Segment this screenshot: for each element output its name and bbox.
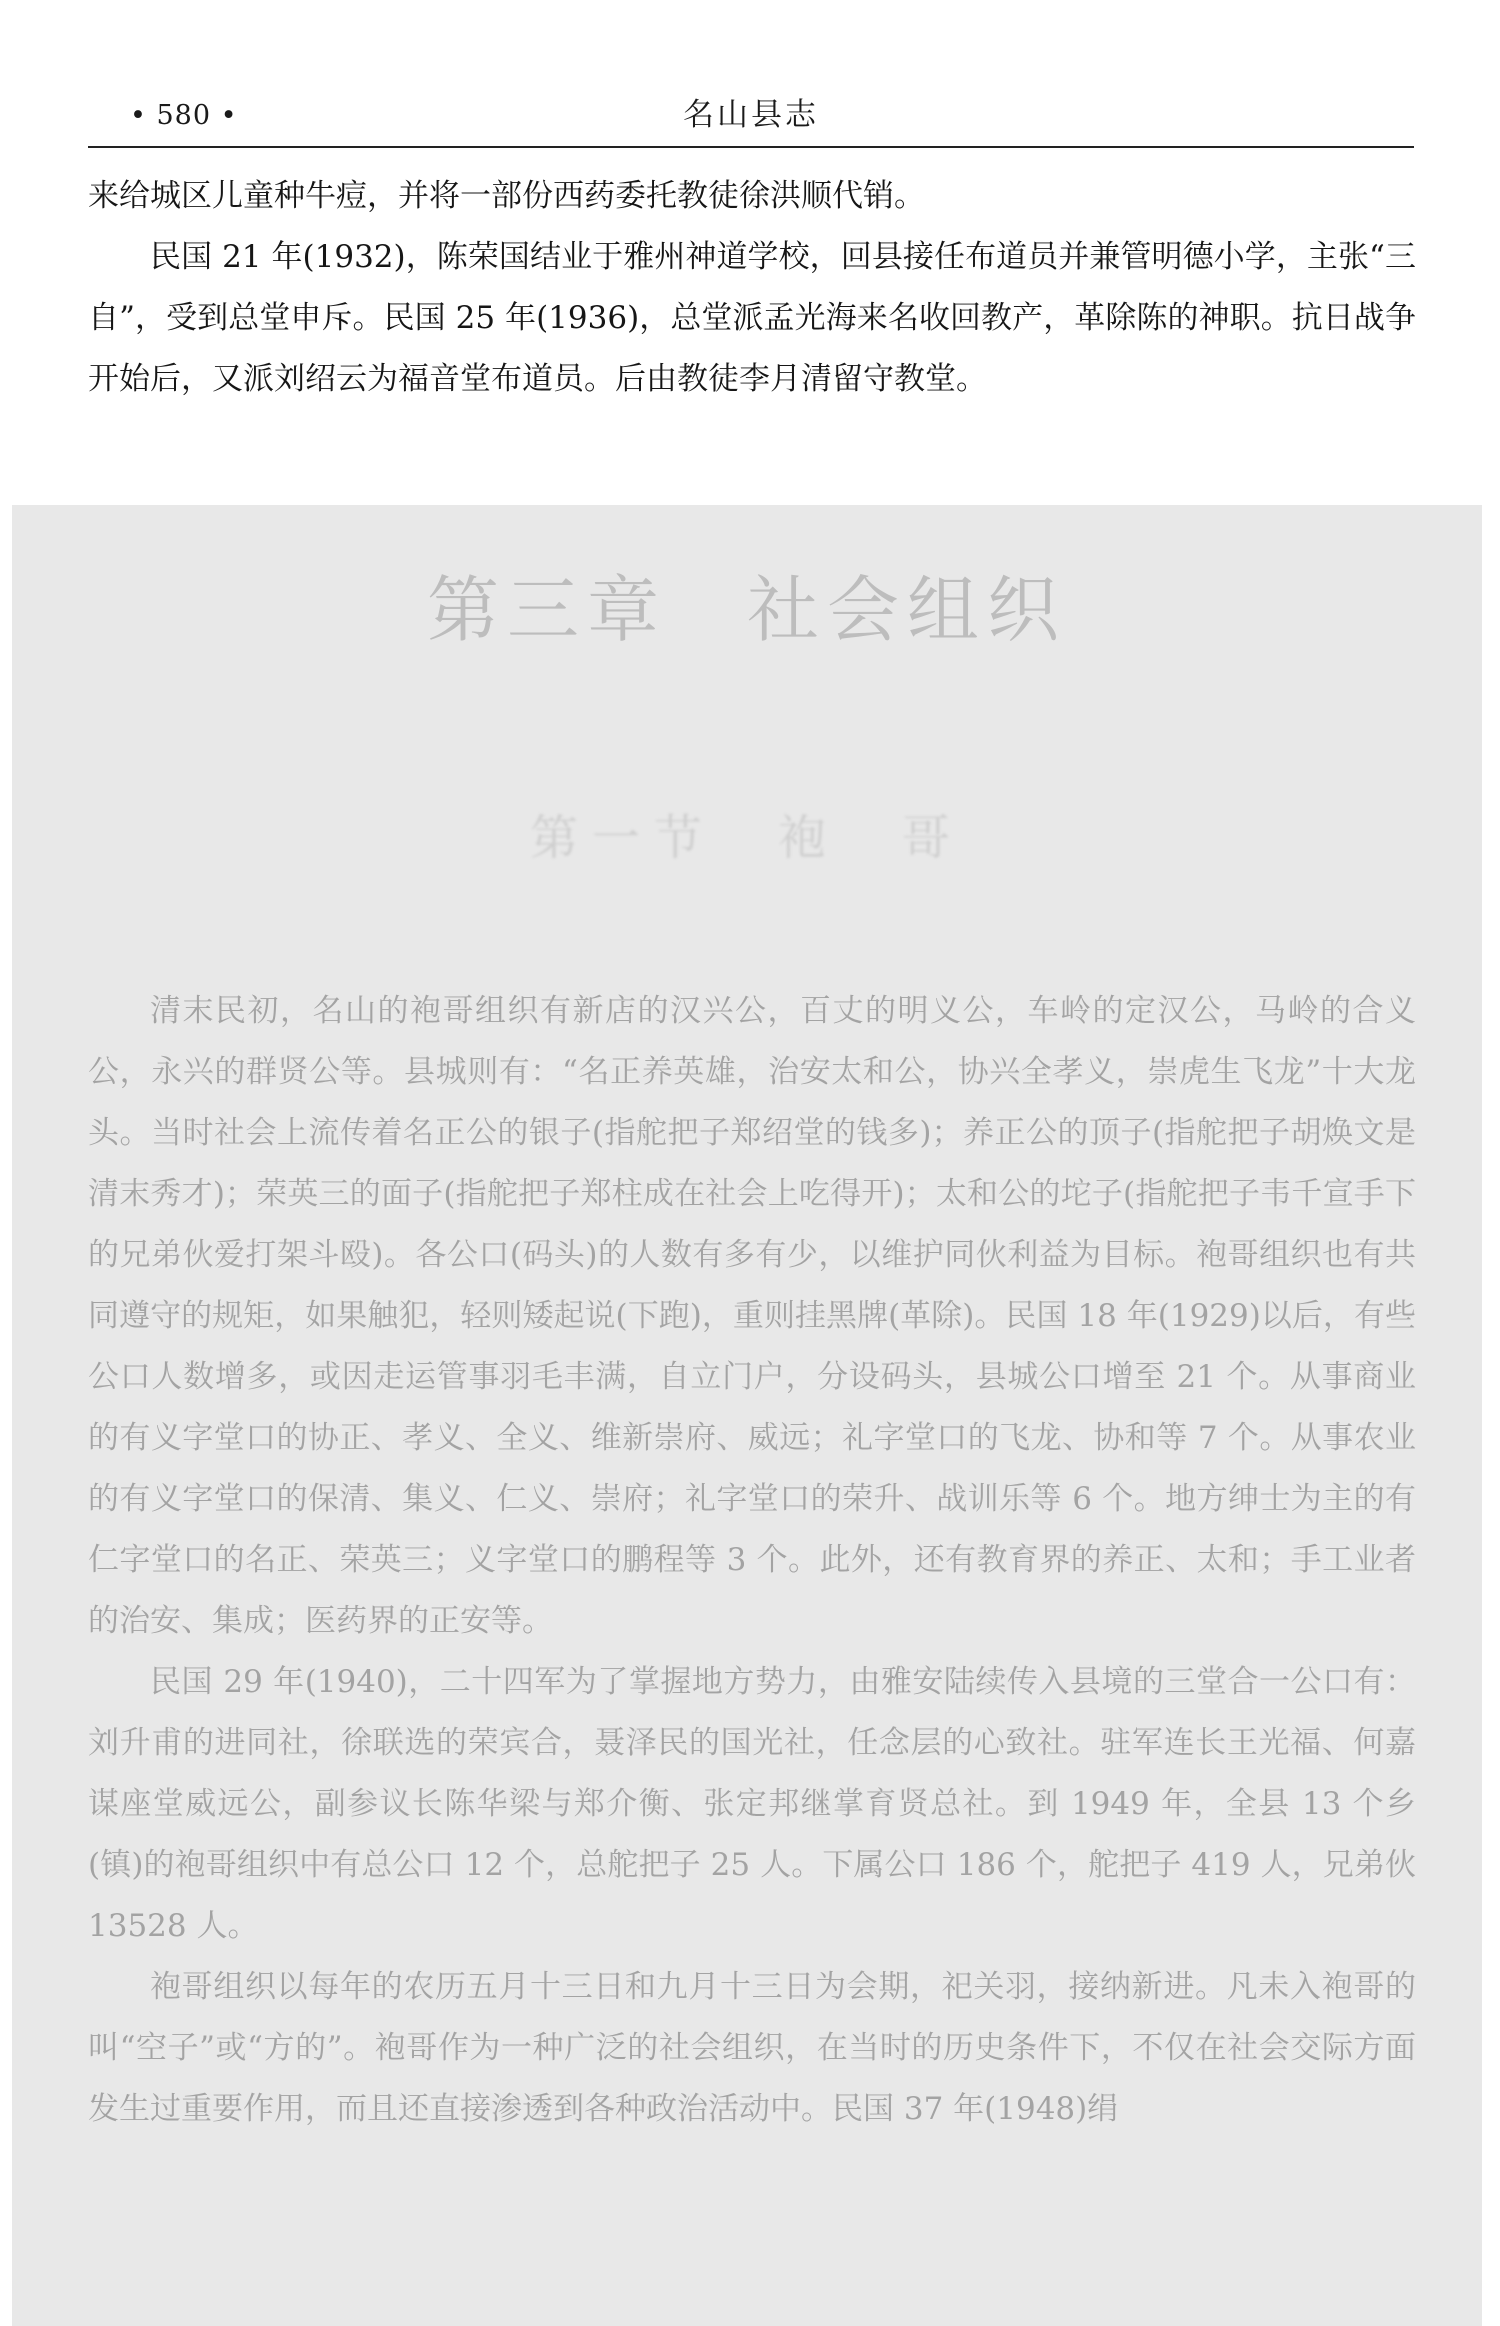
paragraph: 民国 29 年(1940)，二十四军为了掌握地方势力，由雅安陆续传入县境的三堂合一公口有：刘升甫的进同社，徐联选的荣宾合，聂泽民的国光社，任念层的心致社。驻军连长王光福、何嘉谋座堂威远公，副参议长陈华梁与郑介衡、张定邦继掌育贤总社。到 1949 年，全县 13 个乡(镇)的袍哥组织中有总公口 12 个，总舵把子 25 人。下属公口 186 个，舵把子 419 人，兄弟伙 13528 人。 (88, 1664, 1416, 1944)
page-header (88, 96, 1414, 148)
continued-paragraph: 来给城区儿童种牛痘，并将一部份西药委托教徒徐洪顺代销。 (88, 178, 925, 214)
chapter-title: 第三章 社会组织 (426, 568, 1067, 652)
highlighted-section (12, 505, 1482, 2326)
paragraph: 袍哥组织以每年的农历五月十三日和九月十三日为会期，祀关羽，接纳新进。凡未入袍哥的叫“空子”或“方的”。袍哥作为一种广泛的社会组织，在当时的历史条件下，不仅在社会交际方面发生过重要作用，而且还直接渗透到各种政治活动中。民国 37 年(1948)绢 (88, 1969, 1416, 2127)
section-body (88, 981, 1416, 2140)
page-number: • 580 • (130, 100, 238, 131)
section-heading: 第一节 袍 哥 (529, 810, 964, 866)
paragraph: 清末民初，名山的袍哥组织有新店的汉兴公，百丈的明义公，车岭的定汉公，马岭的合义公，永兴的群贤公等。县城则有：“名正养英雄，治安太和公，协兴全孝义，崇虎生飞龙”十大龙头。当时社会上流传着名正公的银子(指舵把子郑绍堂的钱多)；养正公的顶子(指舵把子胡焕文是清末秀才)；荣英三的面子(指舵把子郑柱成在社会上吃得开)；太和公的坨子(指舵把子韦千宣手下的兄弟伙爱打架斗殴)。各公口(码头)的人数有多有少，以维护同伙利益为目标。袍哥组织也有共同遵守的规矩，如果触犯，轻则矮起说(下跑)，重则挂黑牌(革除)。民国 18 年(1929)以后，有些公口人数增多，或因走运管事羽毛丰满，自立门户，分设码头，县城公口增至 21 个。从事商业的有义字堂口的协正、孝义、全义、维新崇府、威远；礼字堂口的飞龙、协和等 7 个。从事农业的有义字堂口的保清、集义、仁义、崇府；礼字堂口的荣升、战训乐等 6 个。地方绅士为主的有仁字堂口的名正、荣英三；义字堂口的鹏程等 3 个。此外，还有教育界的养正、太和；手工业者的治安、集成；医药界的正安等。 (88, 993, 1416, 1639)
paragraph: 民国 21 年(1932)，陈荣国结业于雅州神道学校，回县接任布道员并兼管明德小学，主张“三自”，受到总堂申斥。民国 25 年(1936)，总堂派孟光海来名收回教产，革除陈的神职。抗日战争开始后，又派刘绍云为福音堂布道员。后由教徒李月清留守教堂。 (88, 239, 1416, 397)
book-title: 名山县志 (683, 97, 819, 133)
top-text-block (88, 166, 1416, 410)
